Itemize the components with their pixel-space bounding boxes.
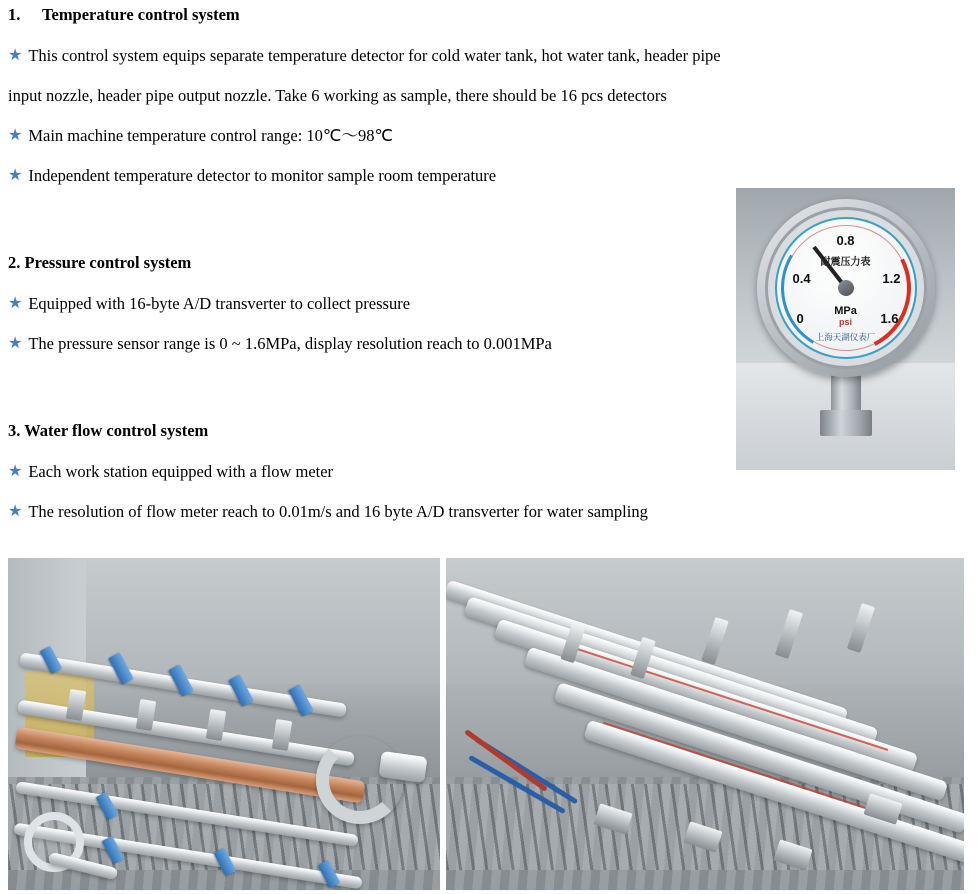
gauge-dial-face — [775, 217, 917, 359]
water-manifold-photo — [8, 558, 440, 890]
section-3-bullet-2 — [8, 500, 972, 524]
section-1-bullet-1-text: This control system equips separate temperature detector for cold water tank, hot water tank, header pipe — [28, 46, 721, 66]
spacer — [8, 488, 972, 500]
gauge-tick-0-4: 0.4 — [792, 271, 811, 286]
spacer — [8, 152, 972, 164]
pressure-gauge-photo — [736, 188, 955, 470]
photo-row — [8, 558, 972, 890]
section-1-bullet-2-text: Main machine temperature control range: 10℃～98℃ — [28, 126, 393, 146]
star-icon: ★ — [8, 167, 23, 185]
section-3-number: 3. — [8, 421, 21, 441]
section-1-bullet-3 — [8, 164, 972, 188]
section-3-bullet-1-text: Each work station equipped with a flow meter — [28, 462, 334, 482]
spacer — [8, 72, 972, 84]
section-1-bullet-3-text: Independent temperature detector to monitor sample room temperature — [28, 166, 497, 186]
section-1-title: Temperature control system — [42, 5, 240, 24]
section-1-heading — [8, 4, 972, 26]
gauge-hub — [838, 280, 854, 296]
gauge-hex-nut — [820, 410, 872, 436]
gauge-tick-0-8: 0.8 — [836, 233, 855, 248]
section-3-title: Water flow control system — [24, 421, 209, 441]
gauge-unit-mpa: MPa — [834, 305, 857, 317]
section-2-number: 2. — [8, 252, 21, 272]
section-1-bullet-2 — [8, 124, 972, 148]
section-1-continuation: input nozzle, header pipe output nozzle. Take 6 working as sample, there should be 16 pcs detectors — [8, 86, 667, 106]
gauge-tick-1-6: 1.6 — [880, 311, 899, 326]
star-icon: ★ — [8, 335, 23, 353]
star-icon: ★ — [8, 463, 23, 481]
section-1-bullet-1 — [8, 44, 972, 68]
star-icon: ★ — [8, 295, 23, 313]
section-3-bullet-2-text: The resolution of flow meter reach to 0.01m/s and 16 byte A/D transverter for water sampling — [28, 502, 648, 522]
gauge-maker-label: 上海天湖仪表厂 — [815, 333, 876, 343]
gauge-brand-label: 耐震压力表 — [820, 257, 871, 268]
gauge-tick-0: 0 — [796, 311, 804, 326]
pipe-elbow — [316, 736, 404, 824]
spacer — [8, 32, 972, 44]
spacer — [8, 112, 972, 124]
star-icon: ★ — [8, 127, 23, 145]
star-icon: ★ — [8, 47, 23, 65]
gauge-unit-psi: psi — [838, 317, 853, 327]
gauge-tick-1-2: 1.2 — [882, 271, 901, 286]
section-2-bullet-1-text: Equipped with 16-byte A/D transverter to collect pressure — [28, 294, 411, 314]
section-2-bullet-2-text: The pressure sensor range is 0 ~ 1.6MPa, display resolution reach to 0.001MPa — [28, 334, 552, 354]
section-2-title: Pressure control system — [24, 252, 192, 272]
insulated-pipe-photo — [446, 558, 964, 890]
section-1-number: 1. — [8, 5, 21, 24]
star-icon: ★ — [8, 503, 23, 521]
